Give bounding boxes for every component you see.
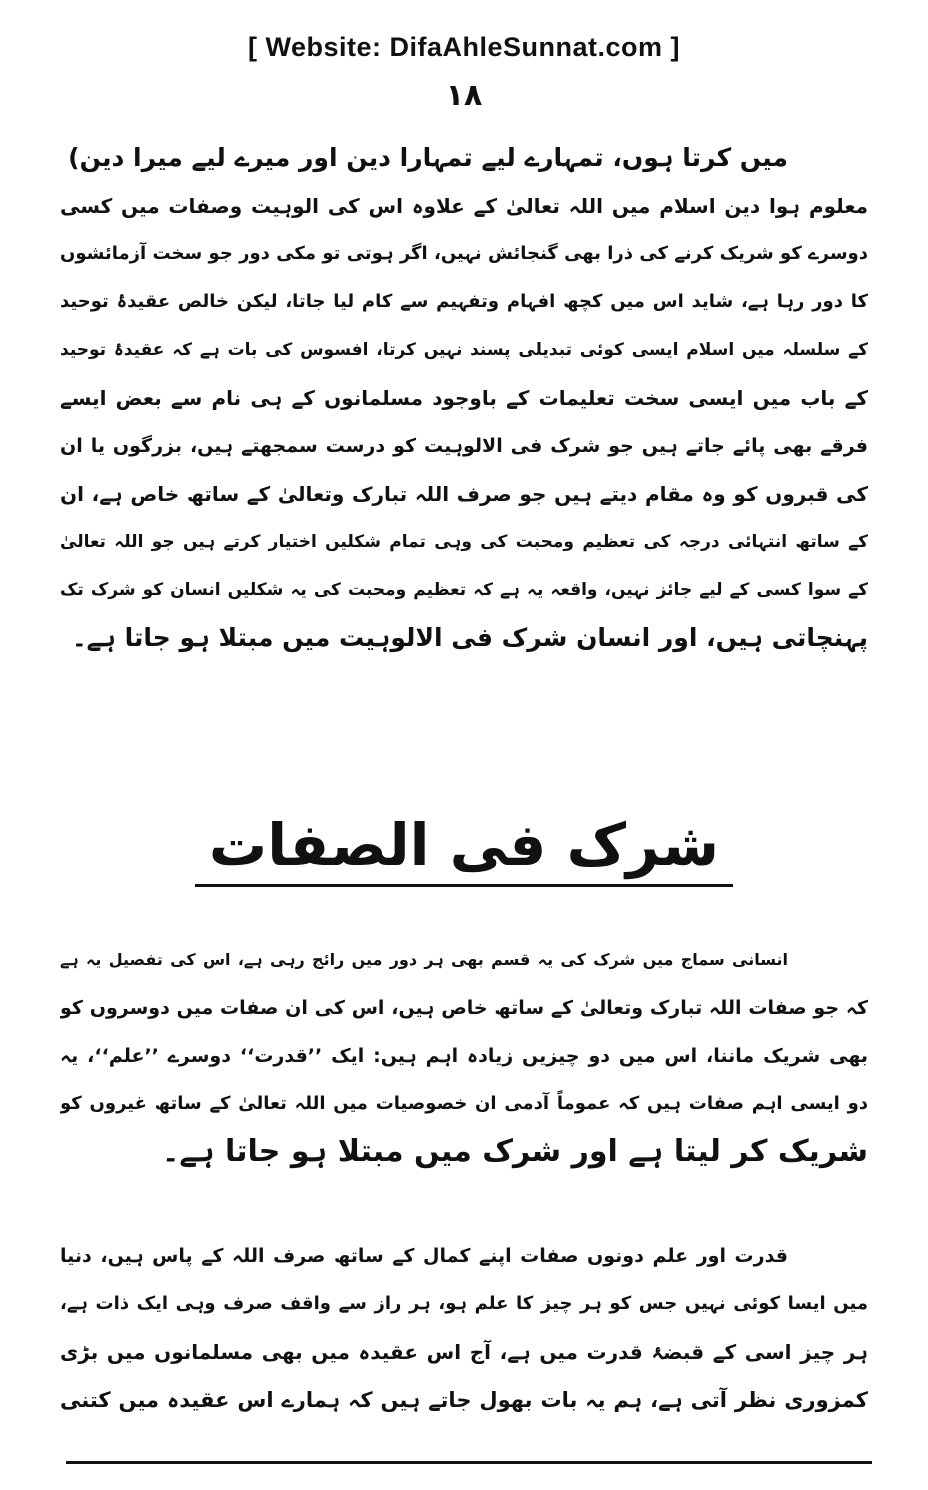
- page-number: ۱۸: [445, 78, 483, 113]
- text-line: دو ایسی اہم صفات ہیں کہ عموماً آدمی ان خصوصیات میں اللہ تعالیٰ کے ساتھ غیروں کو: [60, 1093, 868, 1114]
- text-line: کہ جو صفات اللہ تبارک وتعالیٰ کے ساتھ خاص ہیں، اس کی ان صفات میں دوسروں کو: [60, 997, 868, 1019]
- text-line: کمزوری نظر آتی ہے، ہم یہ بات بھول جاتے ہیں کہ ہمارے اس عقیدہ میں کتنی: [60, 1388, 868, 1412]
- text-line: معلوم ہوا دین اسلام میں اللہ تعالیٰ کے علاوہ اس کی الوہیت وصفات میں کسی: [60, 194, 868, 218]
- text-line: فرقے بھی پائے جاتے ہیں جو شرک فی الالوہیت کو درست سمجھتے ہیں، بزرگوں یا ان: [60, 435, 868, 457]
- text-line: انسانی سماج میں شرک کی یہ قسم بھی ہر دور میں رائج رہی ہے، اس کی تفصیل یہ ہے: [60, 950, 788, 969]
- text-line: کی قبروں کو وہ مقام دیتے ہیں جو صرف اللہ تبارک وتعالیٰ کے ساتھ خاص ہے، ان: [60, 482, 868, 506]
- paragraph-section-1: [60, 134, 868, 662]
- section-heading: [0, 810, 928, 887]
- text-line: ہر چیز اسی کے قبضۂ قدرت میں ہے، آج اس عقیدہ میں بھی مسلمانوں میں بڑی: [60, 1340, 868, 1364]
- website-banner: [ Website: DifaAhleSunnat.com ]: [247, 32, 681, 62]
- text-line: شریک کر لیتا ہے اور شرک میں مبتلا ہو جاتا ہے۔: [161, 1134, 868, 1169]
- text-line: کے ساتھ انتہائی درجہ کی تعظیم ومحبت کی وہی تمام شکلیں اختیار کرتے ہیں جو اللہ تعالیٰ: [60, 532, 868, 552]
- text-line: کے باب میں ایسی سخت تعلیمات کے باوجود مسلمانوں کے ہی نام سے بعض ایسے: [60, 386, 868, 410]
- paragraph-section-3: [60, 1232, 868, 1424]
- text-line: کے سوا کسی کے لیے جائز نہیں، واقعہ یہ ہے کہ تعظیم ومحبت کی یہ شکلیں انسان کو شرک تک: [60, 580, 868, 600]
- text-line: قدرت اور علم دونوں صفات اپنے کمال کے ساتھ صرف اللہ کے پاس ہیں، دنیا: [60, 1245, 788, 1267]
- text-line: بھی شریک ماننا، اس میں دو چیزیں زیادہ اہم ہیں: ایک ’’قدرت‘‘ دوسرے ’’علم‘‘، یہ: [60, 1045, 868, 1067]
- text-line: پہنچاتی ہیں، اور انسان شرک فی الالوہیت میں مبتلا ہو جاتا ہے۔: [72, 623, 868, 652]
- text-line: میں ایسا کوئی نہیں جس کو ہر چیز کا علم ہو، ہر راز سے واقف صرف وہی ایک ذات ہے،: [60, 1293, 868, 1314]
- bottom-divider: [66, 1461, 872, 1464]
- section-heading-text: شرک فی الصفات: [195, 810, 733, 887]
- paragraph-section-2: [60, 936, 868, 1176]
- text-line: کے سلسلہ میں اسلام ایسی کوئی تبدیلی پسند نہیں کرتا، افسوس کی بات ہے کہ عقیدۂ توحید: [60, 340, 868, 360]
- text-line: میں کرتا ہوں، تمہارے لیے تمہارا دین اور میرے لیے میرا دین): [68, 143, 788, 172]
- text-line: کا دور رہا ہے، شاید اس میں کچھ افہام وتفہیم سے کام لیا جاتا، لیکن خالص عقیدۂ توحید: [60, 291, 868, 312]
- text-line: دوسرے کو شریک کرنے کی ذرا بھی گنجائش نہیں، اگر ہوتی تو مکی دور جو سخت آزمائشوں: [60, 243, 868, 264]
